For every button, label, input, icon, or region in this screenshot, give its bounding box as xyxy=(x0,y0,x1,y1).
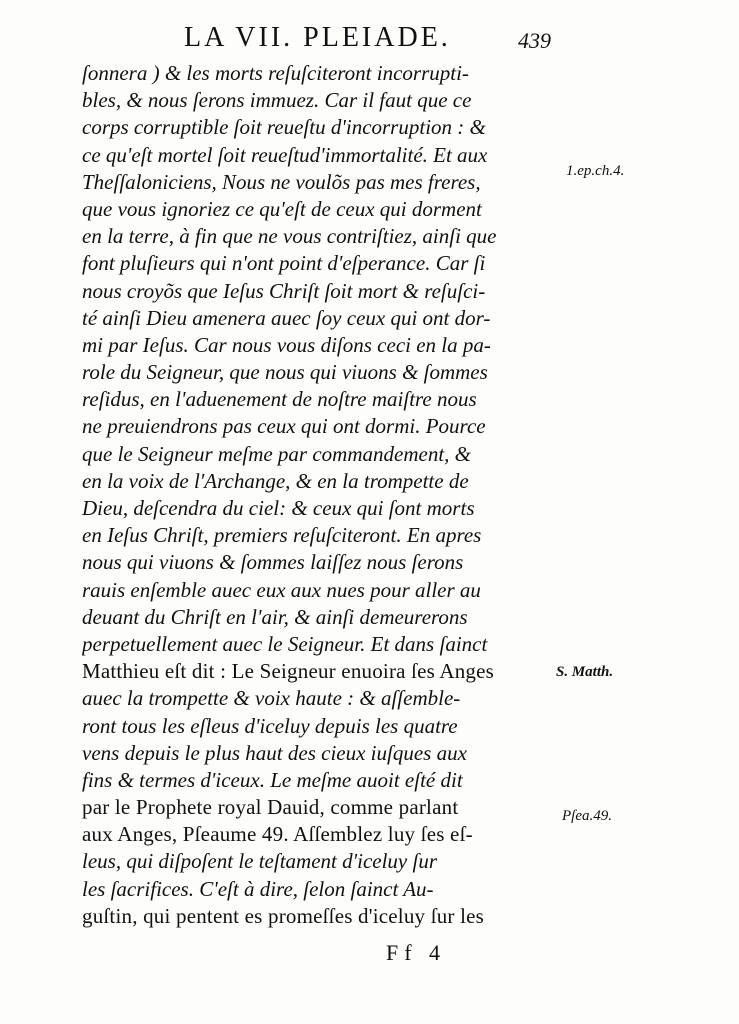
text-line: nous qui viuons & ſommes laiſſez nous ſerons xyxy=(82,550,464,575)
text-line: mi par Ieſus. Car nous vous diſons ceci en la pa- xyxy=(82,332,491,357)
text-line: que vous ignoriez ce qu'eſt de ceux qui dorment xyxy=(82,196,482,221)
text-line: les ſacrifices. C'eſt à dire, ſelon ſainct Au- xyxy=(82,876,434,901)
text-line: Theſſaloniciens, Nous ne voulõs pas mes freres, xyxy=(82,169,481,194)
text-line: vens depuis le plus haut des cieux iuſques aux xyxy=(82,740,467,765)
text-line: auec la trompette & voix haute : & aſſemble- xyxy=(82,686,461,711)
text-line: Matthieu eſt dit : Le Seigneur enuoira ſes Anges xyxy=(82,659,495,684)
text-line: fins & termes d'iceux. Le meſme auoit eſté dit xyxy=(82,767,463,792)
text-line: ce qu'eſt mortel ſoit reueſtud'immortalité. Et aux xyxy=(82,142,488,167)
signature-mark: Ff 4 xyxy=(386,940,447,965)
text-line: perpetuellement auec le Seigneur. Et dans ſainct xyxy=(82,631,488,656)
text-line: leus, qui diſpoſent le teſtament d'iceluy ſur xyxy=(82,849,438,874)
text-line: par le Prophete royal Dauid, comme parlant xyxy=(82,795,459,820)
text-line: corps corruptible ſoit reueſtu d'incorruption : & xyxy=(82,115,486,140)
text-line: bles, & nous ſerons immuez. Car il faut que ce xyxy=(82,88,472,113)
margin-note-thessalonians: 1.ep.ch.4. xyxy=(566,163,625,179)
text-line: ſonnera ) & les morts reſuſciteront incorrupti- xyxy=(82,61,469,85)
text-line: té ainſi Dieu amenera auec ſoy ceux qui ont dor- xyxy=(82,305,491,330)
text-line: role du Seigneur, que nous qui viuons & ſommes xyxy=(82,360,488,385)
text-line: ne preuiendrons pas ceux qui ont dormi. Pource xyxy=(82,414,486,439)
text-line: ront tous les eſleus d'iceluy depuis les quatre xyxy=(82,713,458,738)
text-line: en Ieſus Chriſt, premiers reſuſciteront. En apres xyxy=(82,523,482,548)
text-line: rauis enſemble auec eux aux nues pour aller au xyxy=(82,577,481,602)
text-line: en la voix de l'Archange, & en la trompette de xyxy=(82,468,469,493)
text-line: que le Seigneur meſme par commandement, & xyxy=(82,441,471,466)
body-text xyxy=(82,60,567,930)
page-number: 439 xyxy=(518,28,551,53)
text-line: nous croyõs que Ieſus Chriſt ſoit mort & reſuſci- xyxy=(82,278,486,303)
text-line: deuant du Chriſt en l'air, & ainſi demeurerons xyxy=(82,604,468,629)
text-line: aux Anges, Pſeaume 49. Aſſemblez luy ſes eſ- xyxy=(82,822,473,847)
margin-note-psalm: Pſea.49. xyxy=(562,808,612,824)
text-line: en la terre, à fin que ne vous contriſtiez, ainſi que xyxy=(82,224,497,249)
text-line: guſtin, qui pentent es promeſſes d'iceluy ſur les xyxy=(82,903,485,928)
text-line: reſidus, en l'aduenement de noſtre maiſtre nous xyxy=(82,387,477,412)
running-head: LA VII. PLEIADE. xyxy=(184,22,451,53)
margin-note-matthew: S. Matth. xyxy=(556,664,614,680)
text-line: Dieu, deſcendra du ciel: & ceux qui ſont morts xyxy=(82,496,475,520)
text-line: font pluſieurs qui n'ont point d'eſperance. Car ſi xyxy=(82,251,486,276)
